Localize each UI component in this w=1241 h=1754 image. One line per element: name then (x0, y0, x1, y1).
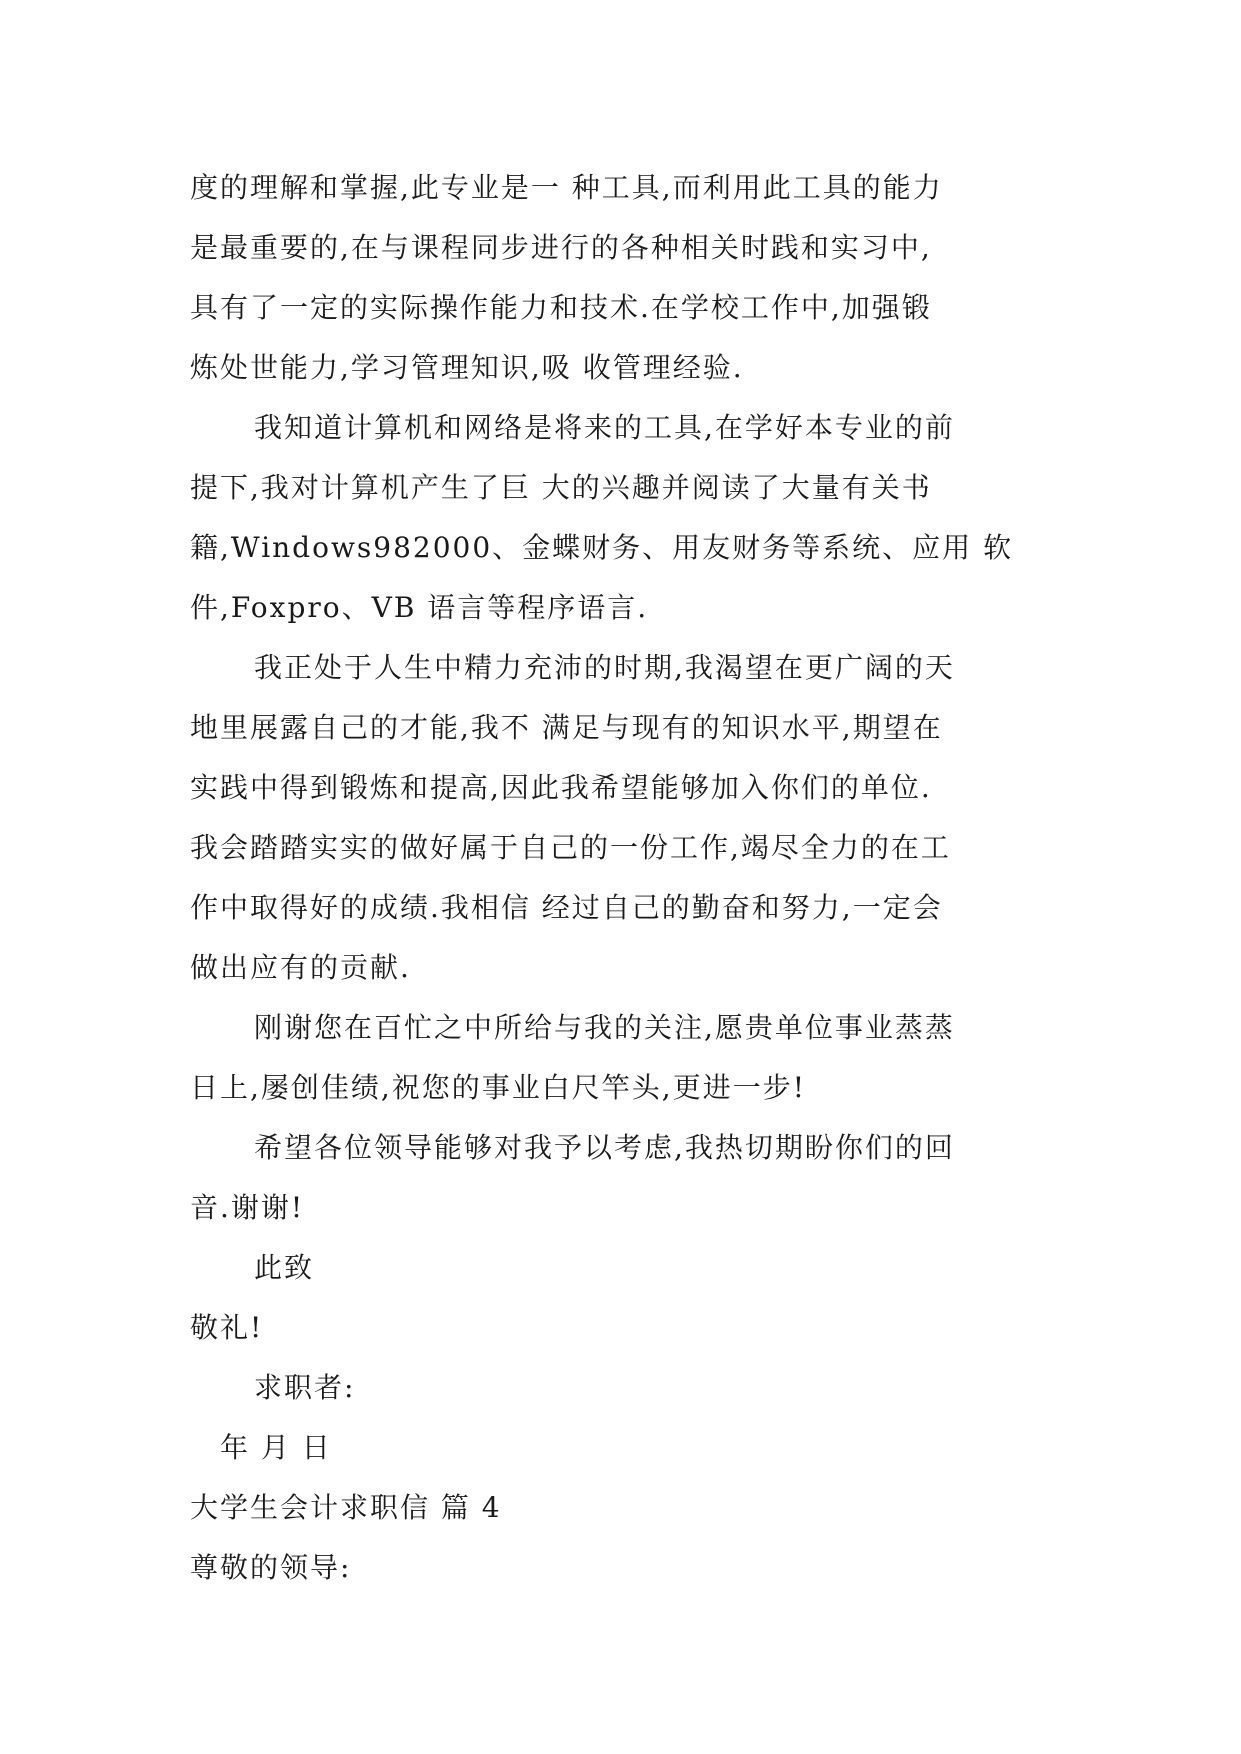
paragraph-first-line: 刚谢您在百忙之中所给与我的关注,愿贵单位事业蒸蒸 (254, 1011, 955, 1044)
text-line: 实践中得到锻炼和提高,因此我希望能够加入你们的单位. (190, 771, 932, 804)
text-line: 日上,屡创佳绩,祝您的事业白尺竿头,更进一步! (190, 1071, 806, 1104)
text-line: 件,Foxpro、VB 语言等程序语言. (190, 591, 649, 624)
signature-date: 年 月 日 (220, 1431, 332, 1464)
signature-applicant: 求职者: (254, 1371, 356, 1404)
closing-regards: 敬礼! (190, 1311, 264, 1344)
text-line: 我会踏踏实实的做好属于自己的一份工作,竭尽全力的在工 (190, 831, 951, 864)
text-line: 具有了一定的实际操作能力和技术.在学校工作中,加强锻 (190, 291, 932, 324)
text-line: 提下,我对计算机产生了巨 大的兴趣并阅读了大量有关书 (190, 471, 932, 504)
closing-salutation: 此致 (254, 1251, 315, 1284)
text-line: 炼处世能力,学习管理知识,吸 收管理经验. (190, 351, 744, 384)
letter-greeting: 尊敬的领导: (190, 1551, 352, 1584)
text-line: 音.谢谢! (190, 1191, 305, 1224)
paragraph-first-line: 我知道计算机和网络是将来的工具,在学好本专业的前 (254, 411, 955, 444)
text-line: 是最重要的,在与课程同步进行的各种相关时践和实习中, (190, 231, 932, 264)
text-line: 籍,Windows982000、金蝶财务、用友财务等系统、应用 软 (190, 531, 1014, 564)
paragraph-first-line: 我正处于人生中精力充沛的时期,我渴望在更广阔的天 (254, 651, 955, 684)
text-line: 度的理解和掌握,此专业是一 种工具,而利用此工具的能力 (190, 171, 943, 204)
text-line: 作中取得好的成绩.我相信 经过自己的勤奋和努力,一定会 (190, 891, 943, 924)
text-line: 地里展露自己的才能,我不 满足与现有的知识水平,期望在 (190, 711, 943, 744)
section-title: 大学生会计求职信 篇 4 (190, 1491, 502, 1524)
paragraph-first-line: 希望各位领导能够对我予以考虑,我热切期盼你们的回 (254, 1131, 955, 1164)
text-line: 做出应有的贡献. (190, 951, 411, 984)
